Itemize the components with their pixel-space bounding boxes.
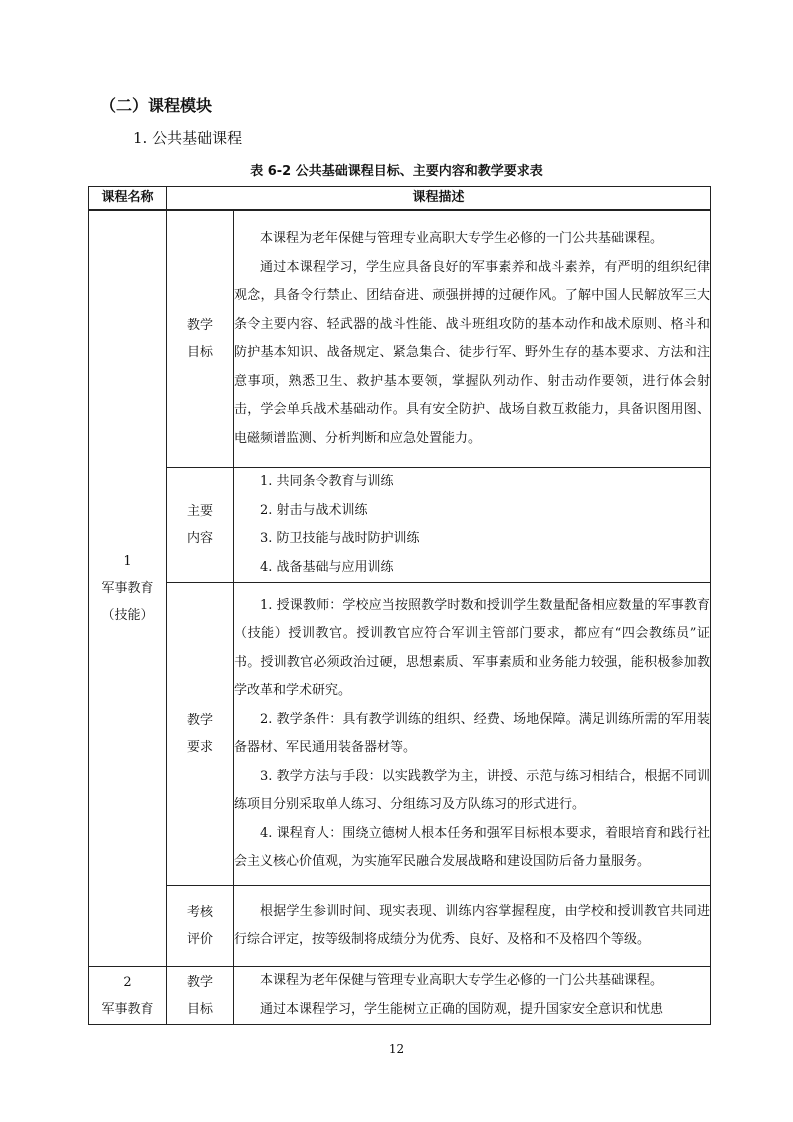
course-1-eval-desc <box>234 886 711 967</box>
paragraph: 根据学生参训时间、现实表现、训练内容掌握程度，由学校和授训教官共同进行综合评定，按等级制将成绩分为优秀、良好、及格和不及格四个等级。 <box>234 903 711 947</box>
course-2-number: 2 <box>123 974 132 990</box>
table-caption: 表 6-2 公共基础课程目标、主要内容和教学要求表 <box>250 164 543 179</box>
course-1-name: 军事教育 <box>101 581 154 596</box>
course-1-req-desc <box>234 583 711 886</box>
course-1-eval-label: 考核 评价 <box>167 886 234 967</box>
page-number: 12 <box>388 1042 405 1056</box>
course-2-name-cell <box>89 967 167 1025</box>
paragraph: 本课程为老年保健与管理专业高职大专学生必修的一门公共基础课程。 <box>260 973 664 988</box>
course-1-name-cell <box>89 210 167 967</box>
course-table <box>88 186 711 1025</box>
table-row <box>89 210 711 468</box>
course-1-req-label: 教学 要求 <box>167 583 234 886</box>
course-1-goal-desc <box>234 210 711 468</box>
paragraph: 1. 授课教师：学校应当按照教学时数和授训学生数量配备相应数量的军事教育（技能）授训教官。授训教官应符合军训主管部门要求，都应有“四会教练员”证书。授训教官必须政治过硬，思想素质、军事素质和业务能力较强，能积极参加教学改革和学术研究。 <box>234 597 711 698</box>
list-item: 1. 共同条令教育与训练 <box>260 474 394 489</box>
list-item: 4. 战备基础与应用训练 <box>260 559 394 575</box>
sub-title: 1. 公共基础课程 <box>133 129 243 147</box>
paragraph: 4. 课程育人：围绕立德树人根本任务和强军目标根本要求，着眼培育和践行社会主义核心价值观，为实施军民融合发展战略和建设国防后备力量服务。 <box>234 825 711 869</box>
section-title: （二）课程模块 <box>100 96 213 115</box>
header-course-name: 课程名称 <box>89 187 167 211</box>
course-1-goal-label: 教学 目标 <box>167 210 234 468</box>
course-1-content-desc <box>234 468 711 583</box>
course-1-name-suffix: （技能） <box>101 608 154 623</box>
paragraph: 2. 教学条件：具有教学训练的组织、经费、场地保障。满足训练所需的军用装备器材、军民通用装备器材等。 <box>234 711 711 755</box>
table-row <box>89 583 711 886</box>
course-1-number: 1 <box>123 554 132 569</box>
list-item: 2. 射击与战术训练 <box>260 502 368 518</box>
table-row <box>89 967 711 1025</box>
list-item: 3. 防卫技能与战时防护训练 <box>260 531 420 546</box>
course-2-goal-label: 教学 目标 <box>167 967 234 1025</box>
course-2-goal-desc <box>234 967 711 1025</box>
course-1-content-label: 主要 内容 <box>167 468 234 583</box>
table-header-row <box>89 187 711 211</box>
paragraph: 通过本课程学习，学生应具备良好的军事素养和战斗素养，有严明的组织纪律观念，具备令行禁止、团结奋进、顽强拼搏的过硬作风。了解中国人民解放军三大条令主要内容、轻武器的战斗性能、战斗班组攻防的基本动作和战术原则、格斗和防护基本知识、战备规定、紧急集合、徒步行军、野外生存的基本要求、方法和注意事项，熟悉卫生、救护基本要领，掌握队列动作、射击动作要领，进行体会射击，学会单兵战术基础动作。具有安全防护、战场自救互救能力，具备识图用图、电磁频谱监测、分析判断和应急处置能力。 <box>234 259 711 446</box>
paragraph: 本课程为老年保健与管理专业高职大专学生必修的一门公共基础课程。 <box>260 231 664 246</box>
table-row <box>89 886 711 967</box>
paragraph: 通过本课程学习，学生能树立正确的国防观，提升国家安全意识和忧患 <box>260 1001 664 1017</box>
course-2-name: 军事教育 <box>101 1001 154 1017</box>
paragraph: 3. 教学方法与手段：以实践教学为主，讲授、示范与练习相结合，根据不同训练项目分别采取单人练习、分组练习及方队练习的形式进行。 <box>234 768 711 812</box>
table-row <box>89 468 711 583</box>
header-course-desc: 课程描述 <box>167 187 711 211</box>
